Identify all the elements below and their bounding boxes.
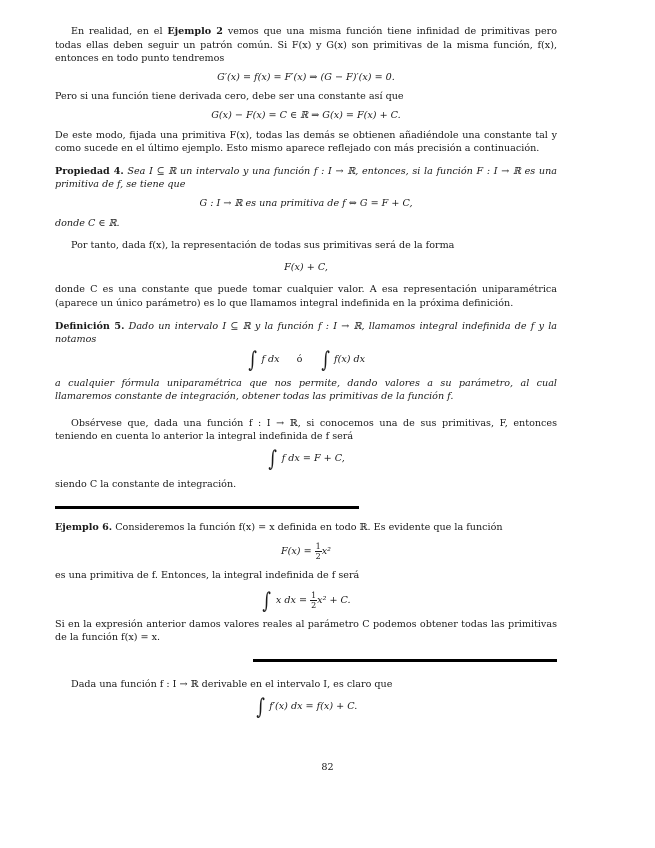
property-text: Sea I ⊆ ℝ un intervalo y una función f : I → ℝ, entonces, si la función F : I → ℝ es una primitiva de f, se tiene que [55,165,557,191]
spacer [55,645,557,659]
equation-text: F(x) = [280,546,315,558]
integral-sign: ∫ [256,694,265,720]
notation-or: ó [296,353,303,365]
fraction-one-half [315,542,322,561]
paragraph-representation: Por tanto, dada f(x), la representación de todas sus primitivas será de la forma [71,240,455,252]
equation-integral-derivative [55,694,557,720]
fraction-denominator: 2 [315,552,321,562]
paragraph-derivable: Dada una función f : I → ℝ derivable en el intervalo I, es claro que [71,679,393,691]
fraction-denominator: 2 [311,600,317,610]
equation-text: x² + C. [317,594,351,606]
paragraph-fixed-primitive: De este modo, fijada una primitiva F(x), todas las demás se obtienen añadiéndole una constante tal y como sucede en el último ejemplo. Esto mismo aparece reflejado con más precisión a continuación. [55,129,557,155]
spacer [55,311,557,320]
text-run: vemos que una misma función tiene infinidad de primitivas pero todas ellas deben seguir un patrón común. Si F(x) y G(x) son primitivas de la misma función, f(x), entonces en todo punto tendremos [55,26,557,65]
equation-text: f dx = F + C, [281,453,345,465]
equation-primitive-x [55,542,557,561]
notation-a: f dx [261,353,280,365]
paragraph-intro [55,25,557,66]
equation-property-4: G : I → ℝ es una primitiva de f ⇔ G = F + C, [199,197,413,209]
paragraph-uniparametric: donde C es una constante que puede tomar cualquier valor. A esa representación uniparamétrica (aparece un único parámetro) es lo que llamamos integral indefinida en la próxima definición. [55,284,557,309]
spacer [55,156,557,165]
equation-general-form: F(x) + C, [284,261,328,273]
property-4-tail: donde C ∈ ℝ. [55,217,120,229]
definition-text: Dado un intervalo I ⊆ ℝ y la función f : I → ℝ, llamamos integral indefinida de f y la notamos [55,320,558,346]
definition-label: Definición 5. [55,320,125,332]
spacer [55,230,557,239]
equation-text: x dx = [275,594,311,606]
paragraph-observation: Obsérvese que, dada una función f : I → ℝ, si conocemos una de sus primitivas, F, entonces teniendo en cuenta lo anterior la integral indefinida de f será [55,417,557,443]
example-label: Ejemplo 6. [55,521,113,533]
spacer [55,662,557,678]
spacer [55,509,557,521]
property-4 [55,165,557,192]
equation-integral-x [55,588,557,614]
equation-text: x² [321,546,332,558]
equation-derivatives: G′(x) = f(x) = F′(x) ⇒ (G − F)′(x) = 0. [217,71,395,83]
example-6-paragraph-2: es una primitiva de f. Entonces, la integral indefinida de f será [55,570,360,582]
example-6 [55,521,557,535]
text-run: En realidad, en el [71,26,168,37]
equation-indefinite-notation [55,347,557,373]
notation-b: f(x) dx [334,353,366,365]
integral-sign: ∫ [262,588,272,614]
integral-sign: ∫ [320,347,330,373]
property-label: Propiedad 4. [55,165,124,177]
fraction-numerator: 1 [311,590,317,600]
bold-reference: Ejemplo 2 [167,26,223,37]
definition-5 [55,320,557,347]
spacer [55,492,557,506]
integral-sign: ∫ [248,347,257,373]
fraction-numerator: 1 [315,542,321,552]
paragraph-derivative-zero: Pero si una función tiene derivada cero, debe ser una constante así que [55,91,404,103]
paragraph-integration-constant: siendo C la constante de integración. [55,479,237,491]
equation-text: f′(x) dx = f(x) + C. [269,700,358,712]
spacer [55,404,557,417]
example-6-paragraph-3: Si en la expresión anterior damos valores reales al parámetro C podemos obtener todas las primitivas de la función f(x) = x. [55,618,557,644]
page-body [55,25,557,724]
page-number: 82 [321,762,334,773]
definition-5-tail: a cualquier fórmula uniparamétrica que nos permite, dando valores a su parámetro, al cual llamaremos constante de integración, obtener todas las primitivas de la función f. [55,377,557,403]
integral-sign: ∫ [268,447,278,473]
equation-constant: G(x) − F(x) = C ∈ ℝ ⇒ G(x) = F(x) + C. [211,109,401,121]
equation-integral-F [55,447,557,473]
example-text: Consideremos la función f(x) = x definida en todo ℝ. Es evidente que la función [112,521,503,533]
